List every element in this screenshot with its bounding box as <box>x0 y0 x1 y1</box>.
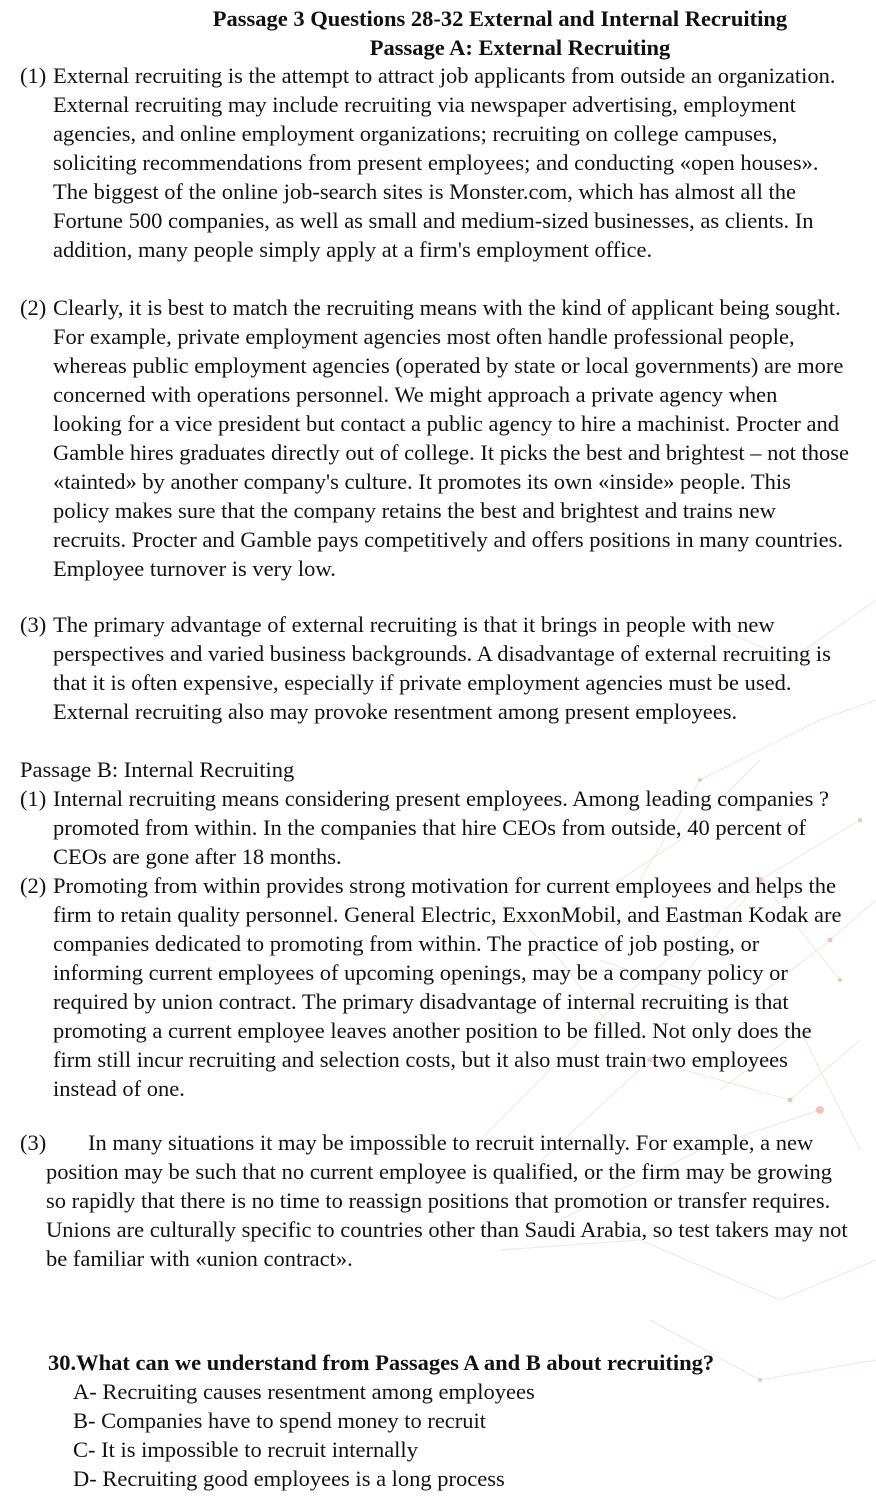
paragraph-number: (2) <box>20 873 47 898</box>
paragraph-text: Clearly, it is best to match the recruiting means with the kind of applicant being sought. For example, private employment agencies most often handle professional people, whereas public employment agencies (operated by state or local governments) are more concerned with operations personnel. We might approach a private agency when looking for a vice president but contact a public agency to hire a machinist. Procter and Gamble hires graduates directly out of college. It picks the best and brightest – not those «tainted» by another company's culture. It promotes its own «inside» people. This policy makes sure that the company retains the best and brightest and trains new recruits. Procter and Gamble pays competitively and offers positions in many countries. Employee turnover is very low. <box>53 295 850 581</box>
document-title: Passage 3 Questions 28-32 External and Internal Recruiting <box>212 6 788 31</box>
paragraph-number: (1) <box>20 63 47 88</box>
option-b[interactable]: B- Companies have to spend money to recruit <box>73 1408 487 1433</box>
option-d[interactable]: D- Recruiting good employees is a long process <box>73 1466 505 1491</box>
passage-b-paragraph-1 <box>20 784 850 871</box>
option-c[interactable]: C- It is impossible to recruit internally <box>73 1437 418 1462</box>
paragraph-number: (3) <box>20 612 47 637</box>
passage-b-title: Passage B: Internal Recruiting <box>20 757 295 782</box>
passage-a-title: Passage A: External Recruiting <box>369 35 671 60</box>
passage-a-paragraph-3 <box>20 610 850 726</box>
paragraph-text: Promoting from within provides strong motivation for current employees and helps the firm to retain quality personnel. General Electric, ExxonMobil, and Eastman Kodak are companies dedicated to promoting from within. The practice of job posting, or informing current employees of upcoming openings, may be a company policy or required by union contract. The primary disadvantage of internal recruiting is that promoting a current employee leaves another position to be filled. Not only does the firm still incur recruiting and selection costs, but it also must train two employees instead of one. <box>53 873 842 1101</box>
paragraph-text: In many situations it may be impossible to recruit internally. For example, a new position may be such that no current employee is qualified, or the firm may be growing so rapidly that there is no time to reassign positions that promotion or transfer requires. Unions are culturally specific to countries other than Saudi Arabia, so test takers may not be familiar with «union contract». <box>46 1130 848 1271</box>
passage-a-paragraph-1 <box>20 61 850 264</box>
option-a[interactable]: A- Recruiting causes resentment among employees <box>73 1379 535 1404</box>
paragraph-number: (2) <box>20 295 47 320</box>
passage-b-paragraph-3 <box>20 1128 850 1273</box>
paragraph-text: Internal recruiting means considering present employees. Among leading companies ? promoted from within. In the companies that hire CEOs from outside, 40 percent of CEOs are gone after 18 months. <box>53 786 830 869</box>
paragraph-number: (3) <box>20 1130 47 1155</box>
question-30: 30.What can we understand from Passages A and B about recruiting? <box>48 1350 715 1375</box>
passage-b-paragraph-2 <box>20 871 850 1103</box>
paragraph-text: External recruiting is the attempt to attract job applicants from outside an organization. External recruiting may include recruiting via newspaper advertising, employment agencies, and online employment organizations; recruiting on college campuses, soliciting recommendations from present employees; and conducting «open houses». The biggest of the online job-search sites is Monster.com, which has almost all the Fortune 500 companies, as well as small and medium-sized businesses, as clients. In addition, many people simply apply at a firm's employment office. <box>53 63 836 262</box>
answer-options <box>73 1377 535 1493</box>
paragraph-text: The primary advantage of external recruiting is that it brings in people with new perspectives and varied business backgrounds. A disadvantage of external recruiting is that it is often expensive, especially if private employment agencies must be used. External recruiting also may provoke resentment among present employees. <box>53 612 831 724</box>
passage-a-paragraph-2 <box>20 293 850 583</box>
paragraph-number: (1) <box>20 786 47 811</box>
